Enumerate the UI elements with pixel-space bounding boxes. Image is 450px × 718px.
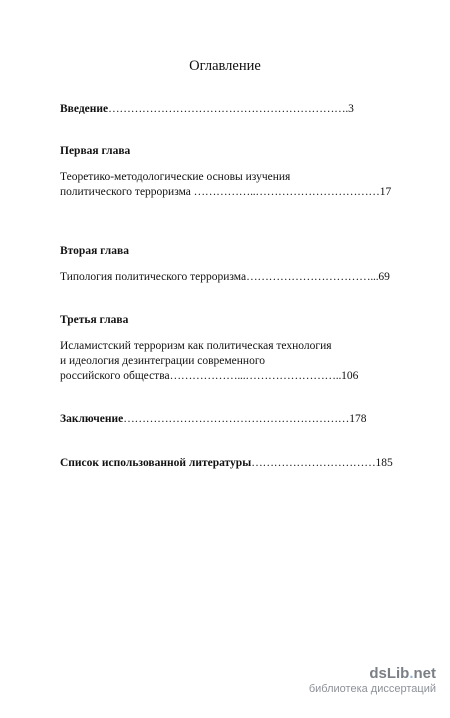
toc-entry-ch3-line1: Исламистский терроризм как политическая технология	[60, 340, 332, 352]
page-number: 17	[379, 186, 392, 198]
toc-entry-ch3-line2: и идеология дезинтеграции современного	[60, 355, 266, 367]
leader-dots: ……………………………	[251, 457, 376, 469]
page-number: 185	[375, 457, 393, 469]
toc-title: Оглавление	[189, 58, 261, 74]
toc-entry-label: политического терроризма	[60, 186, 191, 198]
toc-entry-bibliography	[60, 456, 393, 470]
toc-entry-ch1-line2	[60, 185, 391, 199]
toc-entry-ch3-line3	[60, 369, 358, 383]
toc-entry-label: Заключение	[60, 413, 124, 425]
chapter-heading-3: Третья глава	[60, 314, 129, 326]
leader-dots: ……………………………...	[246, 271, 379, 283]
toc-entry-ch1-line1: Теоретико-методологические основы изучения	[60, 171, 291, 183]
logo-tld-text: net	[413, 665, 436, 682]
toc-entry-conclusion	[60, 412, 366, 426]
toc-entry-label: российского общества	[60, 370, 170, 382]
toc-entry-label: Введение	[60, 103, 109, 115]
page-number: 3	[348, 103, 354, 115]
toc-entry-ch2	[60, 270, 390, 284]
toc-entry-label: Список использованной литературы	[60, 457, 252, 469]
leader-dots: ……………..……………………………	[190, 186, 380, 198]
logo-dot: .	[409, 665, 414, 682]
dslib-logo	[309, 665, 436, 682]
toc-entry-intro	[60, 102, 354, 116]
chapter-heading-2: Вторая глава	[60, 245, 129, 257]
page-number: 106	[341, 370, 359, 382]
logo-main-text: dsLib	[369, 665, 410, 682]
page-number: 69	[378, 271, 390, 283]
dslib-watermark	[309, 665, 436, 695]
leader-dots: ……………………………………………………	[123, 413, 350, 425]
leader-dots: ………………...……………………..	[169, 370, 342, 382]
watermark-subtitle: библиотека диссертаций	[308, 683, 436, 695]
chapter-heading-1: Первая глава	[60, 145, 131, 157]
leader-dots: ……………………………………………………….	[108, 103, 349, 115]
toc-entry-label: Типология политического терроризма	[60, 271, 247, 283]
page-number: 178	[349, 413, 367, 425]
